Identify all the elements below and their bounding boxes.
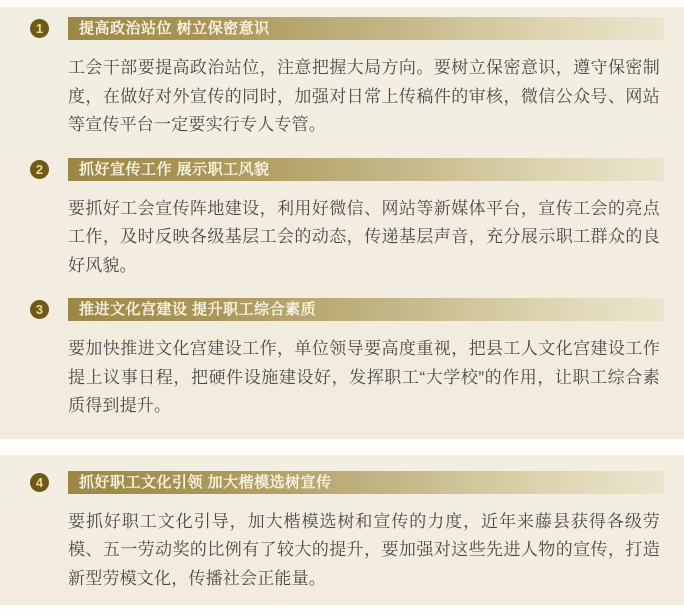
section-3-header <box>30 298 664 321</box>
section-body-text: 要抓好工会宣传阵地建设，利用好微信、网站等新媒体平台，宣传工会的亮点工作，及时反映各级基层工会的动态，传递基层声音，充分展示职工群众的良好风貌。 <box>68 198 660 275</box>
section-number-badge: 3 <box>30 300 49 319</box>
section-body-text: 要抓好职工文化引导，加大楷模选树和宣传的力度，近年来藤县获得各级劳模、五一劳动奖的比例有了较大的提升，要加强对这些先进人物的宣传，打造新型劳模文化，传播社会正能量。 <box>68 511 660 588</box>
section-title-bar <box>68 158 664 181</box>
section-title: 提高政治站位 树立保密意识 <box>79 20 270 37</box>
section-body-text: 工会干部要提高政治站位，注意把握大局方向。要树立保密意识，遵守保密制度，在做好对外宣传的同时，加强对日常上传稿件的审核，微信公众号、网站等宣传平台一定要实行专人专管。 <box>68 58 660 134</box>
section-2 <box>0 158 684 281</box>
section-title-bar <box>68 298 664 321</box>
section-4 <box>0 471 684 594</box>
section-title-bar <box>68 471 664 494</box>
section-title: 抓好职工文化引领 加大楷模选树宣传 <box>79 473 332 491</box>
section-1-header <box>30 17 664 40</box>
section-2-header <box>30 158 664 181</box>
section-title: 推进文化宫建设 提升职工综合素质 <box>79 301 317 318</box>
content-panel-top <box>0 7 684 439</box>
section-number-badge: 1 <box>30 19 49 38</box>
section-4-header <box>30 471 664 494</box>
content-panel-bottom <box>0 455 684 606</box>
section-number-badge: 4 <box>30 473 49 492</box>
section-number-badge: 2 <box>30 160 49 179</box>
section-body-text: 要加快推进文化宫建设工作，单位领导要高度重视，把县工人文化宫建设工作提上议事日程，把硬件设施建设好，发挥职工“大学校”的作用，让职工综合素质得到提升。 <box>68 339 660 415</box>
section-title-bar <box>68 17 664 40</box>
section-title: 抓好宣传工作 展示职工风貌 <box>79 160 270 178</box>
section-3 <box>0 298 684 421</box>
section-1 <box>0 17 684 140</box>
